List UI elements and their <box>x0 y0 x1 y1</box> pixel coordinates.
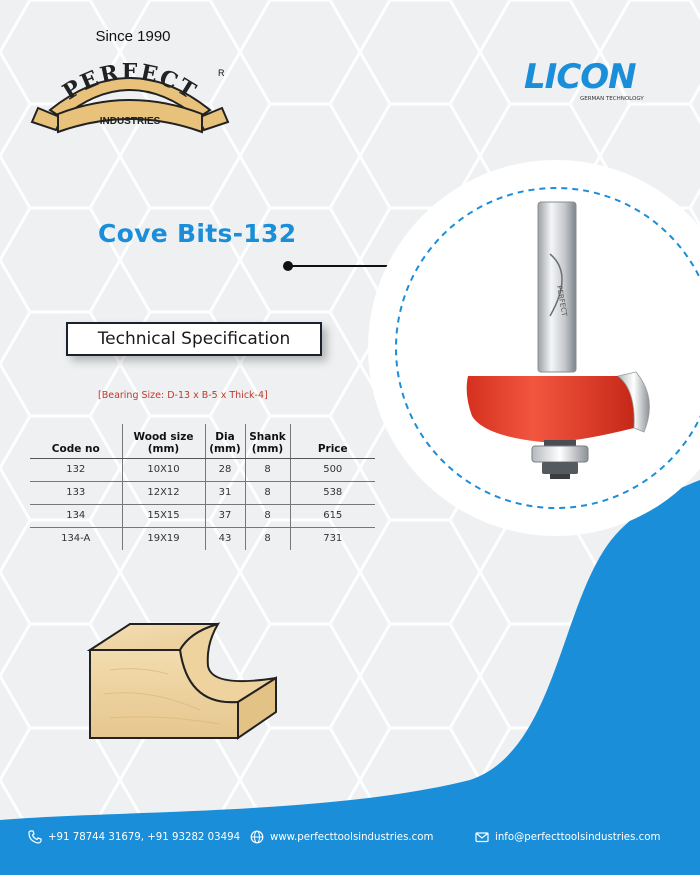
spec-table <box>30 424 375 550</box>
globe-icon <box>250 830 264 844</box>
cell-price: 538 <box>290 481 375 504</box>
cell-dia: 37 <box>205 504 245 527</box>
logo-wordmark: PERFECT <box>58 58 202 106</box>
licon-tagline: GERMAN TECHNOLOGY <box>580 96 644 102</box>
product-image-circle <box>366 158 700 538</box>
cell-shank: 8 <box>245 458 290 481</box>
perfect-industries-logo <box>30 48 230 136</box>
table-row <box>30 504 375 527</box>
col-code-no: Code no <box>30 424 122 458</box>
cell-code: 134 <box>30 504 122 527</box>
phone-numbers: +91 78744 31679, +91 93282 03494 <box>48 831 241 843</box>
footer-email[interactable] <box>475 830 660 844</box>
cell-wood-size: 15X15 <box>122 504 205 527</box>
cell-shank: 8 <box>245 527 290 550</box>
mail-icon <box>475 830 489 844</box>
cell-code: 133 <box>30 481 122 504</box>
cell-price: 731 <box>290 527 375 550</box>
cell-shank: 8 <box>245 504 290 527</box>
col-dia: Dia (mm) <box>205 424 245 458</box>
cell-dia: 43 <box>205 527 245 550</box>
cell-price: 615 <box>290 504 375 527</box>
cell-wood-size: 19X19 <box>122 527 205 550</box>
cell-dia: 31 <box>205 481 245 504</box>
cell-price: 500 <box>290 458 375 481</box>
table-header-row <box>30 424 375 458</box>
svg-text:PERFECT <box>58 59 202 105</box>
cell-wood-size: 12X12 <box>122 481 205 504</box>
cell-dia: 28 <box>205 458 245 481</box>
cell-wood-size: 10X10 <box>122 458 205 481</box>
email-link: info@perfecttoolsindustries.com <box>495 831 661 843</box>
col-wood-size: Wood size (mm) <box>122 424 205 458</box>
cell-code: 132 <box>30 458 122 481</box>
product-title: Cove Bits-132 <box>98 219 297 248</box>
website-link: www.perfecttoolsindustries.com <box>270 831 434 843</box>
since-year: Since 1990 <box>95 28 171 45</box>
cove-profile-illustration <box>80 618 300 748</box>
phone-icon <box>28 830 42 844</box>
logo-subtitle: INDUSTRIES <box>99 116 161 127</box>
cell-code: 134-A <box>61 533 91 545</box>
footer-phone[interactable] <box>28 830 240 844</box>
table-row <box>30 481 375 504</box>
bit-engraving: PERFECT <box>555 284 569 317</box>
col-price: Price <box>290 424 375 458</box>
bearing-size: [Bearing Size: D-13 x B-5 x Thick-4] <box>98 390 268 401</box>
footer-contact-bar <box>0 822 700 854</box>
col-shank: Shank (mm) <box>245 424 290 458</box>
cell-shank: 8 <box>245 481 290 504</box>
footer-website[interactable] <box>250 830 433 844</box>
licon-logo <box>520 52 670 112</box>
table-row <box>30 527 375 550</box>
table-row <box>30 458 375 481</box>
licon-wordmark: LICON <box>524 57 636 97</box>
registered-mark: R <box>218 68 225 78</box>
technical-specification-heading: Technical Specification <box>66 322 322 356</box>
